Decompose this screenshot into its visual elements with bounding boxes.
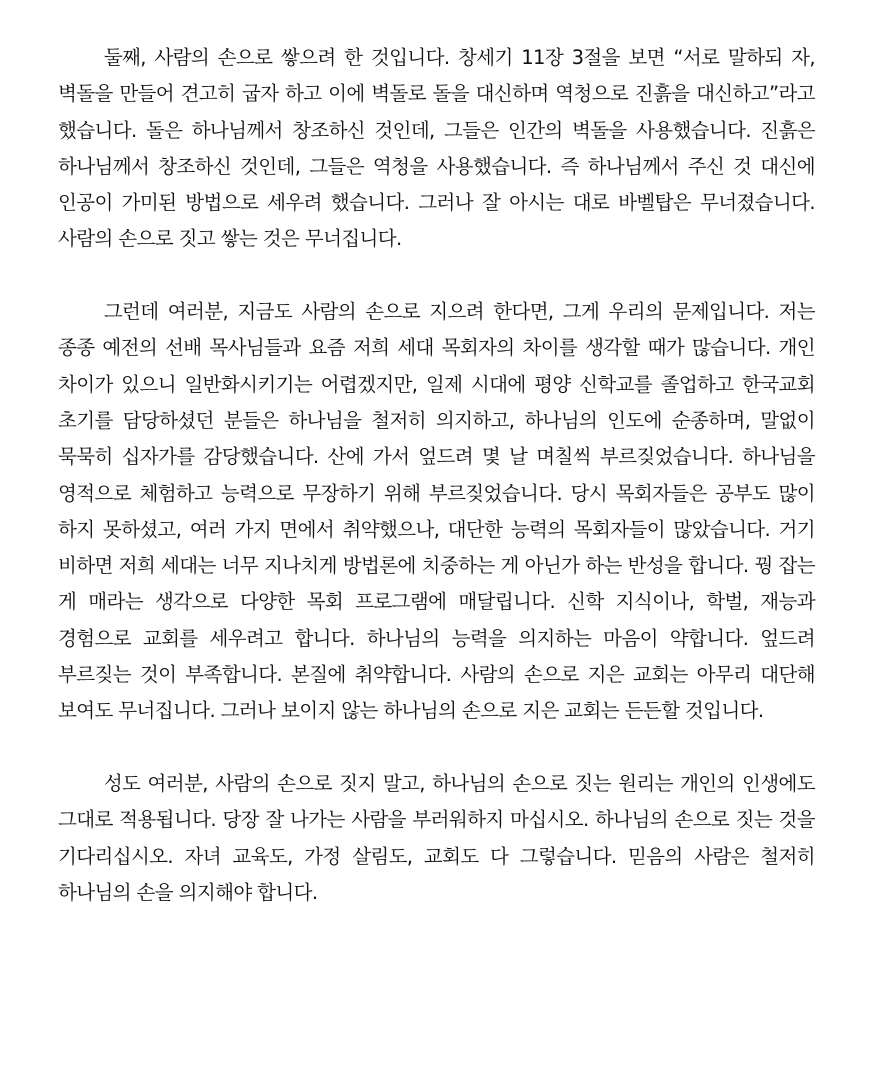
paragraph-human-hands-today: 그런데 여러분, 지금도 사람의 손으로 지으려 한다면, 그게 우리의 문제입니다. 저는 종종 예전의 선배 목사님들과 요즘 저희 세대 목회자의 차이를 생각할 때가 많습니다. 개인 차이가 있으니 일반화시키기는 어렵겠지만, 일제 시대에 평양 신학교를 졸업하고 한국교회 초기를 담당하셨던 분들은 하나님을 철저히 의지하고, 하나님의 인도에 순종하며, 말없이 묵묵히 십자가를 감당했습니다. 산에 가서 엎드려 몇 날 며칠씩 부르짖었습니다. 하나님을 영적으로 체험하고 능력으로 무장하기 위해 부르짖었습니다. 당시 목회자들은 공부도 많이 하지 못하셨고, 여러 가지 면에서 취약했으나, 대단한 능력의 목회자들이 많았습니다. 거기 비하면 저희 세대는 너무 지나치게 방법론에 치중하는 게 아닌가 하는 반성을 합니다. 꿩 잡는 게 매라는 생각으로 다양한 목회 프로그램에 매달립니다. 신학 지식이나, 학벌, 재능과 경험으로 교회를 세우려고 합니다. 하나님의 능력을 의지하는 마음이 약합니다. 엎드려 부르짖는 것이 부족합니다. 본질에 취약합니다. 사람의 손으로 지은 교회는 아무리 대단해 보여도 무너집니다. 그러나 보이지 않는 하나님의 손으로 지은 교회는 든든할 것입니다.: [58, 300, 815, 723]
document-page: [58, 40, 815, 911]
paragraph-babel-tower: 둘째, 사람의 손으로 쌓으려 한 것입니다. 창세기 11장 3절을 보면 “서로 말하되 자, 벽돌을 만들어 견고히 굽자 하고 이에 벽돌로 돌을 대신하며 역청으로 진흙을 대신하고”라고 했습니다. 돌은 하나님께서 창조하신 것인데, 그들은 인간의 벽돌을 사용했습니다. 진흙은 하나님께서 창조하신 것인데, 그들은 역청을 사용했습니다. 즉 하나님께서 주신 것 대신에 인공이 가미된 방법으로 세우려 했습니다. 그러나 잘 아시는 대로 바벨탑은 무너졌습니다. 사람의 손으로 짓고 쌓는 것은 무너집니다.: [58, 46, 815, 251]
paragraph-personal-application: 성도 여러분, 사람의 손으로 짓지 말고, 하나님의 손으로 짓는 원리는 개인의 인생에도 그대로 적용됩니다. 당장 잘 나가는 사람을 부러워하지 마십시오. 하나님의 손으로 짓는 것을 기다리십시오. 자녀 교육도, 가정 살림도, 교회도 다 그렇습니다. 믿음의 사람은 철저히 하나님의 손을 의지해야 합니다.: [58, 771, 815, 904]
